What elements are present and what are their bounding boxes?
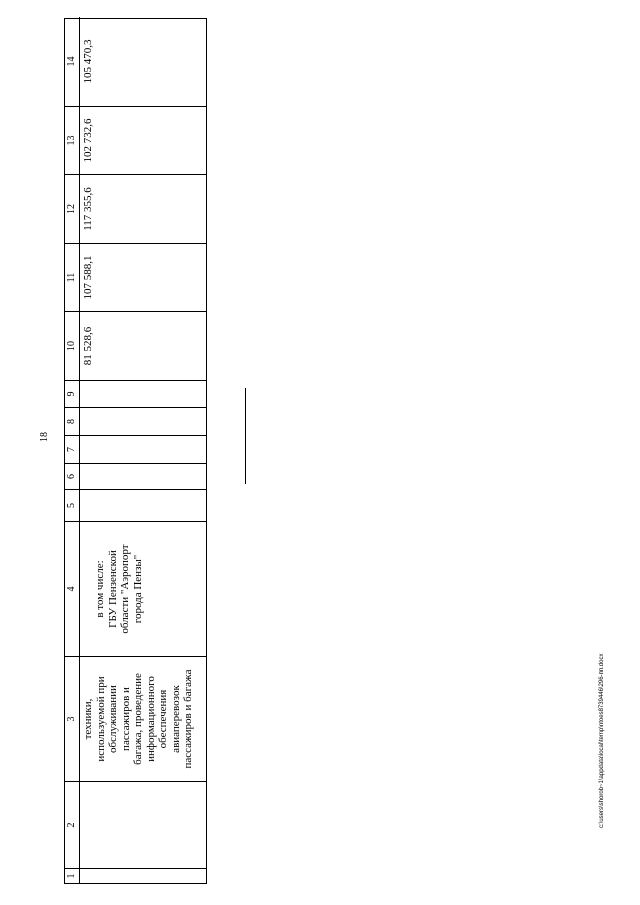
cell-value: 102 732,6 bbox=[82, 118, 94, 163]
col-8 bbox=[65, 407, 206, 435]
table-cell-executor bbox=[80, 522, 206, 656]
cell-line: багажа, проведение bbox=[132, 673, 144, 765]
cell-line: ГБУ Пензенской bbox=[106, 550, 119, 628]
cell-line: авиаперевозок bbox=[169, 685, 182, 753]
cell-line: пассажиров и багажа bbox=[182, 669, 194, 769]
column-number: 8 bbox=[65, 408, 80, 435]
table-cell bbox=[80, 408, 206, 435]
column-number: 13 bbox=[65, 107, 80, 174]
cell-line: области "Аэропорт bbox=[119, 544, 131, 634]
table-cell-value bbox=[80, 107, 206, 174]
cell-line: в том числе: bbox=[94, 560, 106, 618]
column-number: 12 bbox=[65, 175, 80, 243]
column-number: 6 bbox=[65, 464, 80, 489]
table-cell bbox=[80, 869, 206, 883]
col-11 bbox=[65, 243, 206, 311]
cell-value: 105 470,3 bbox=[82, 39, 94, 84]
column-number: 14 bbox=[65, 17, 80, 106]
cell-line: техники, bbox=[82, 698, 94, 740]
col-2 bbox=[65, 781, 206, 868]
column-number: 11 bbox=[65, 244, 80, 311]
separator-line bbox=[245, 388, 246, 484]
col-3 bbox=[65, 656, 206, 781]
column-number: 2 bbox=[65, 782, 80, 868]
cell-value: 117 355,6 bbox=[82, 187, 94, 231]
column-number: 5 bbox=[65, 490, 80, 521]
col-14 bbox=[65, 17, 206, 106]
table-cell bbox=[80, 490, 206, 521]
cell-line: города Пензы" bbox=[131, 554, 144, 624]
col-7 bbox=[65, 435, 206, 463]
page-number: 18 bbox=[39, 432, 50, 442]
col-6 bbox=[65, 463, 206, 489]
data-table bbox=[64, 18, 207, 884]
cell-value: 81 528,6 bbox=[82, 326, 94, 366]
table-cell bbox=[80, 436, 206, 463]
table-cell-value bbox=[80, 17, 206, 106]
table-cell bbox=[80, 464, 206, 489]
col-5 bbox=[65, 489, 206, 521]
col-10 bbox=[65, 311, 206, 380]
cell-line: обслуживании bbox=[107, 685, 119, 753]
table-cell bbox=[80, 381, 206, 407]
col-12 bbox=[65, 174, 206, 243]
cell-line: обеспечения bbox=[157, 689, 169, 749]
cell-line: пассажиров и bbox=[119, 687, 132, 751]
cell-line: используемой при bbox=[94, 676, 107, 762]
table-cell bbox=[80, 782, 206, 868]
column-number: 1 bbox=[65, 869, 80, 883]
column-number: 7 bbox=[65, 436, 80, 463]
col-9 bbox=[65, 380, 206, 407]
table-cell-description bbox=[80, 657, 206, 781]
col-4 bbox=[65, 521, 206, 656]
footer bbox=[597, 608, 607, 828]
table-cell-value bbox=[80, 175, 206, 243]
col-13 bbox=[65, 106, 206, 174]
table-cell-value bbox=[80, 312, 206, 380]
col-1 bbox=[65, 868, 206, 883]
footer-file-path: c:\users\shorob~1\appdata\local\temp\ntoes8739446\296-пп.docx bbox=[599, 653, 605, 828]
table-cell-value bbox=[80, 244, 206, 311]
column-number: 3 bbox=[65, 657, 80, 781]
cell-value: 107 588,1 bbox=[82, 255, 94, 300]
column-number: 9 bbox=[65, 381, 80, 407]
column-number: 10 bbox=[65, 312, 80, 380]
column-number: 4 bbox=[65, 522, 80, 656]
cell-line: информационного bbox=[144, 676, 157, 762]
